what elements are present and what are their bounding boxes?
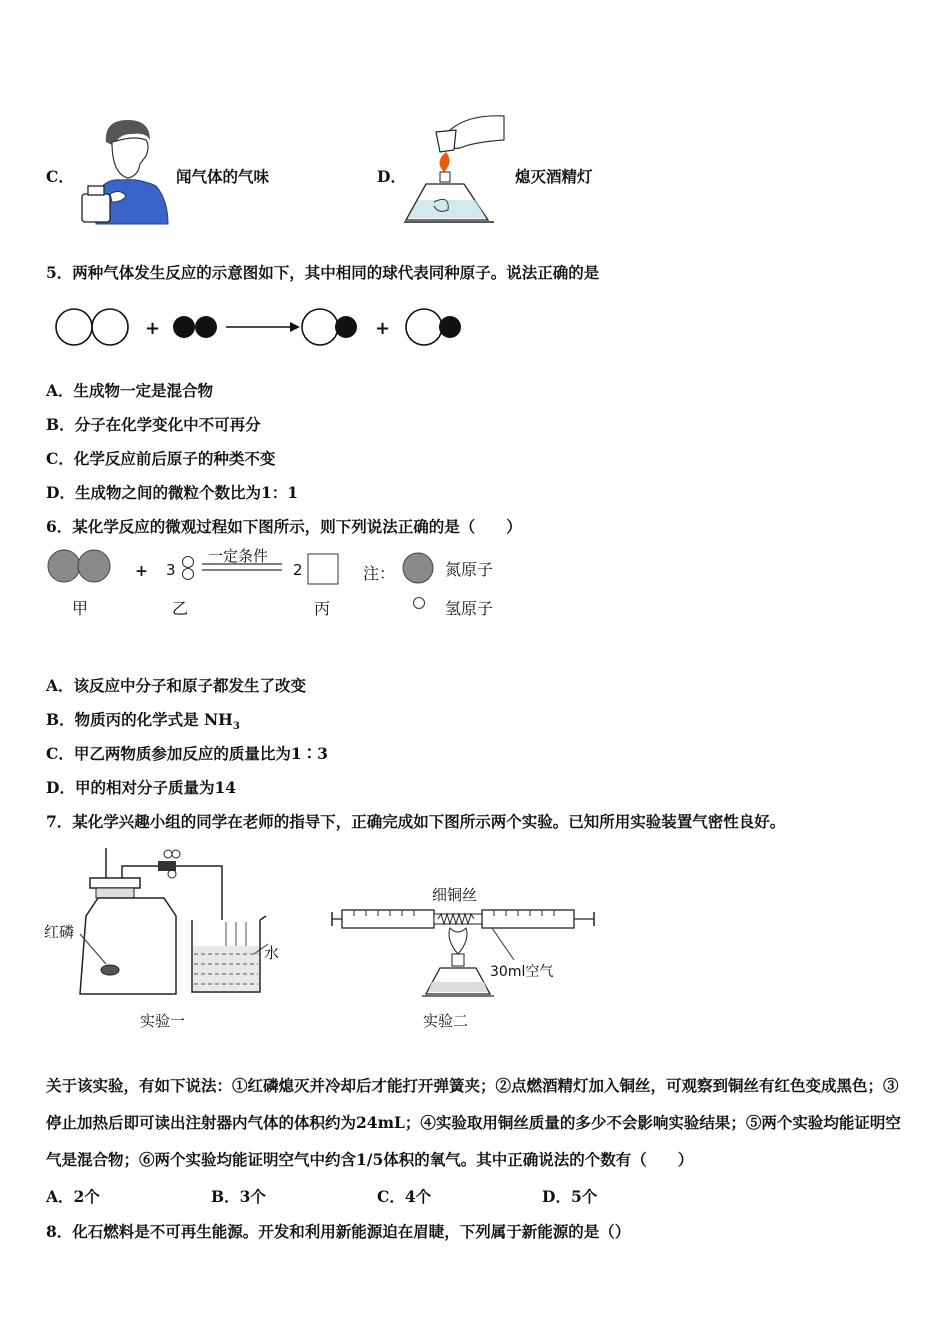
reaction-condition: 一定条件	[208, 547, 269, 565]
question-7-option-a: A．2个	[46, 1187, 100, 1206]
white-atom	[302, 309, 338, 345]
legend-nitrogen-label: 氮原子	[445, 560, 494, 579]
legend-hydrogen-label: 氢原子	[445, 599, 494, 618]
black-atom	[195, 316, 217, 338]
white-atom	[56, 309, 92, 345]
nitrogen-atom	[78, 550, 110, 582]
white-atom	[92, 309, 128, 345]
question-7-paragraph: 关于该实验，有如下说法：①红磷熄灭并冷却后才能打开弹簧夹；②点燃酒精灯加入铜丝，可观察到铜丝有红色变成黑色；③停止加热后即可读出注射器内气体的体积约为24mL；④实验取用铜丝质量的多少不会影响实验结果；⑤两个实验均能证明空气是混合物；⑥两个实验均能证明空气中约含1/5体积的氧气。其中正确说法的个数有（ ）	[46, 1076, 901, 1169]
extinguish-lamp-illustration	[404, 110, 508, 230]
question-8-stem: 8．化石燃料是不可再生能源。开发和利用新能源迫在眉睫，下列属于新能源的是（）	[46, 1222, 631, 1241]
question-6-option-c: C．甲乙两物质参加反应的质量比为1∶3	[46, 744, 328, 763]
label-yi: 乙	[172, 599, 189, 618]
white-atom	[406, 309, 442, 345]
coefficient-c: 2	[293, 561, 303, 579]
black-atom	[335, 316, 357, 338]
experiment-1-apparatus	[76, 846, 286, 998]
hydrogen-atom	[183, 569, 194, 580]
plus-sign: +	[145, 318, 161, 339]
nitrogen-atom	[48, 550, 80, 582]
option-c-letter: C．	[46, 167, 74, 186]
question-6-option-a: A．该反应中分子和原子都发生了改变	[46, 676, 307, 695]
option-d-label: 熄灭酒精灯	[515, 167, 593, 186]
experiment-2-apparatus	[328, 900, 600, 1000]
legend-hydrogen-atom	[412, 596, 426, 610]
water-label: 水	[264, 944, 280, 962]
copper-wire-label: 细铜丝	[432, 886, 478, 904]
question-5-option-c: C．化学反应前后原子的种类不变	[46, 449, 276, 468]
black-atom	[439, 316, 461, 338]
question-5-option-b: B．分子在化学变化中不可再分	[46, 415, 261, 434]
coefficient-b: 3	[166, 561, 176, 579]
plus-sign: +	[375, 318, 391, 339]
label-bing: 丙	[314, 599, 331, 618]
question-5-stem: 5．两种气体发生反应的示意图如下，其中相同的球代表同种原子。说法正确的是	[46, 263, 600, 282]
hydrogen-atom	[183, 557, 194, 568]
question-6-option-d: D．甲的相对分子质量为14	[46, 778, 237, 797]
question-7-stem: 7．某化学兴趣小组的同学在老师的指导下，正确完成如下图所示两个实验。已知所用实验装置气密性良好。	[46, 812, 786, 831]
option-d-letter: D．	[377, 167, 406, 186]
legend-nitrogen-atom	[403, 553, 433, 583]
smelling-gas-illustration	[76, 116, 172, 224]
question-7-option-d: D．5个	[542, 1187, 598, 1206]
experiment-1-label: 实验一	[140, 1012, 186, 1030]
question-5-option-a: A．生成物一定是混合物	[46, 381, 214, 400]
label-jia: 甲	[72, 599, 89, 618]
plus-sign: +	[135, 561, 148, 580]
question-6-option-b: B．物质丙的化学式是 $NH_3$	[46, 710, 240, 733]
product-box	[308, 554, 338, 584]
air-volume-label: 30ml空气	[490, 964, 554, 980]
question-5-option-d: D．生成物之间的微粒个数比为1：1	[46, 483, 299, 502]
question-7-option-b: B．3个	[211, 1187, 266, 1206]
question-5-reaction-diagram	[54, 305, 474, 349]
question-6-stem: 6．某化学反应的微观过程如下图所示，则下列说法正确的是（ ）	[46, 517, 522, 536]
experiment-2-label: 实验二	[423, 1012, 469, 1030]
note-label: 注：	[363, 564, 396, 583]
red-phosphorus-label: 红磷	[44, 923, 75, 941]
black-atom	[173, 316, 195, 338]
question-7-option-c: C．4个	[377, 1187, 432, 1206]
option-c-label: 闻气体的气味	[176, 167, 270, 186]
